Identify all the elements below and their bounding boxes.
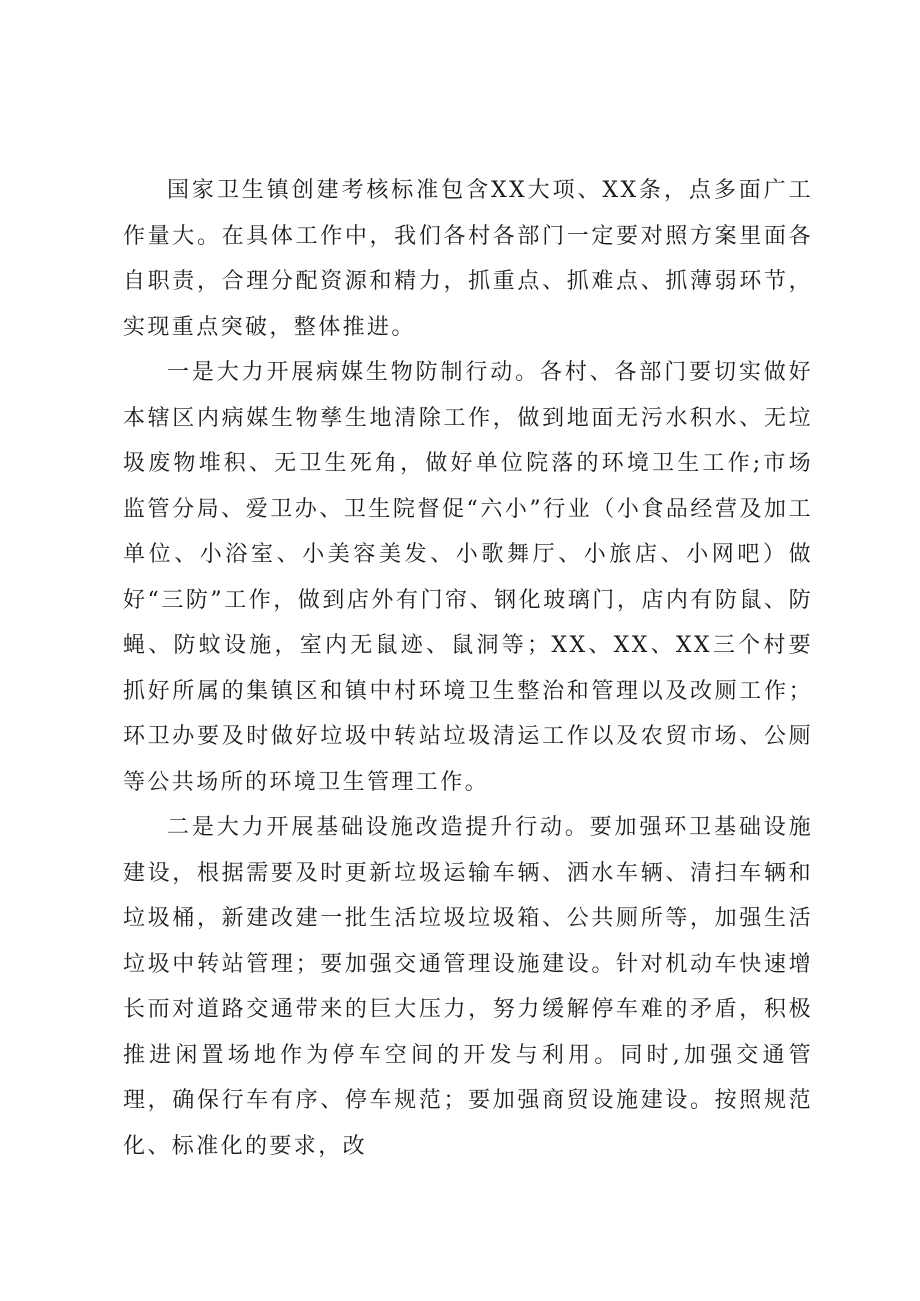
intro-paragraph: 国家卫生镇创建考核标准包含XX大项、XX条，点多面广工作量大。在具体工作中，我们各村各部门一定要对照方案里面各自职责，合理分配资源和精力，抓重点、抓难点、抓薄弱环节，实现重点突破，整体推进。 <box>123 178 813 340</box>
infrastructure-paragraph: 二是大力开展基础设施改造提升行动。要加强环卫基础设施建设，根据需要及时更新垃圾运输车辆、洒水车辆、清扫车辆和垃圾桶，新建改建一批生活垃圾垃圾箱、公共厕所等，加强生活垃圾中转站管理；要加强交通管理设施建设。针对机动车快速增长而对道路交通带来的巨大压力，努力缓解停车难的矛盾，积极推进闲置场地作为停车空间的开发与利用。同时,加强交通管理，确保行车有序、停车规范；要加强商贸设施建设。按照规范化、标准化的要求，改 <box>123 815 813 1159</box>
document-body <box>123 168 813 1169</box>
vector-control-paragraph: 一是大力开展病媒生物防制行动。各村、各部门要切实做好本辖区内病媒生物孳生地清除工作，做到地面无污水积水、无垃圾废物堆积、无卫生死角，做好单位院落的环境卫生工作;市场监管分局、爱卫办、卫生院督促“六小”行业（小食品经营及加工单位、小浴室、小美容美发、小歌舞厅、小旅店、小网吧）做好“三防”工作，做到店外有门帘、钢化玻璃门，店内有防鼠、防蝇、防蚊设施，室内无鼠迹、鼠洞等；XX、XX、XX三个村要抓好所属的集镇区和镇中村环境卫生整治和管理以及改厕工作；环卫办要及时做好垃圾中转站垃圾清运工作以及农贸市场、公厕等公共场所的环境卫生管理工作。 <box>123 360 813 795</box>
